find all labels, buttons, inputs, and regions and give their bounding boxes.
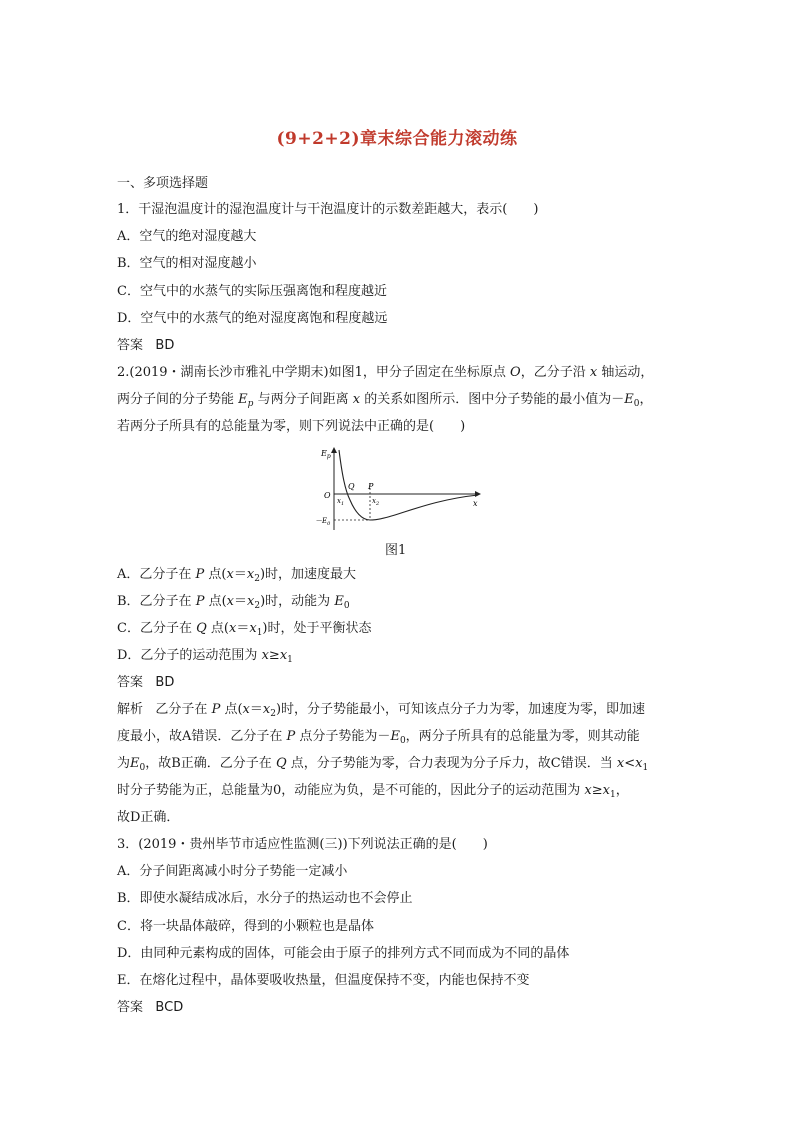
analysis-label: 解析 — [117, 702, 144, 717]
x2-label: $x_2$ — [372, 497, 380, 507]
answer-label: 答案 — [117, 1000, 144, 1015]
q1-option-d: D．空气中的水蒸气的绝对湿度离饱和程度越远 — [117, 311, 388, 326]
q2-analysis-line-2: 度最小，故A错误．乙分子在 P 点分子势能为$-E_0$，两分子所具有的总能量为零，则其动能 — [117, 729, 640, 746]
page-title: (9+2+2)章末综合能力滚动练 — [276, 129, 518, 149]
q2-stem-line-2: 两分子间的分子势能 $E_p$ 与两分子间距离 x 的关系如图所示．图中分子势能的最小值为$-E_0$， — [117, 392, 653, 409]
q1-answer: BD — [155, 338, 175, 353]
q2-analysis-line-3: 为$E_0$，故B正确．乙分子在 Q 点，分子势能为零，合力表现为分子斥力，故C错误．当 $x<x_1$ — [117, 756, 649, 773]
q3-answer: BCD — [155, 1000, 184, 1015]
neg-e0-label: $-E_0$ — [315, 517, 331, 527]
x-axis-label: x — [473, 499, 478, 508]
figure-caption: 图1 — [385, 543, 407, 558]
q2-stem-line-3: 若两分子所具有的总能量为零，则下列说法中正确的是( ) — [117, 419, 466, 434]
q2-option-c: C．乙分子在 Q 点$(x=x_1)$时，处于平衡状态 — [117, 621, 372, 638]
q3-option-a: A．分子间距离减小时分子势能一定减小 — [117, 864, 348, 879]
q1-option-a: A．空气的绝对湿度越大 — [117, 229, 257, 244]
q2-answer-line — [117, 674, 174, 692]
answer-label: 答案 — [117, 338, 144, 353]
q3-stem: 3．(2019・贵州毕节市适应性监测(三))下列说法正确的是( ) — [117, 837, 488, 852]
q2-answer: BD — [155, 675, 175, 690]
ep-label: $E_p$ — [321, 449, 331, 460]
q1-answer-line — [117, 337, 174, 355]
q2-analysis-line-4: 时分子势能为正，总能量为0，动能应为负，是不可能的，因此分子的运动范围为 $x\ge x_1$， — [117, 783, 629, 800]
answer-label: 答案 — [117, 675, 144, 690]
q3-option-e: E．在熔化过程中，晶体要吸收热量，但温度保持不变，内能也保持不变 — [117, 973, 530, 988]
section-heading: 一、多项选择题 — [117, 176, 209, 191]
q-point-label: Q — [348, 482, 355, 491]
q1-stem: 1．干湿泡温度计的湿泡温度计与干泡温度计的示数差距越大，表示( ) — [117, 202, 539, 217]
q3-answer-line — [117, 999, 183, 1017]
q3-option-c: C．将一块晶体敲碎，得到的小颗粒也是晶体 — [117, 919, 374, 934]
q1-option-c: C．空气中的水蒸气的实际压强离饱和程度越近 — [117, 284, 387, 299]
q2-option-a: A．乙分子在 P 点$(x=x_2)$时，加速度最大 — [117, 567, 357, 584]
q2-option-b: B．乙分子在 P 点$(x=x_2)$时，动能为 $E_0$ — [117, 594, 350, 611]
potential-energy-figure — [312, 444, 488, 532]
potential-curve — [339, 450, 478, 520]
q2-stem-line-1: 2.(2019・湖南长沙市雅礼中学期末)如图1，甲分子固定在坐标原点 O，乙分子沿 x 轴运动， — [117, 365, 654, 380]
x1-label: $x_1$ — [337, 497, 345, 507]
origin-label: O — [324, 491, 331, 500]
q2-analysis-line-1: 解析 乙分子在 P 点$(x=x_2)$时，分子势能最小，可知该点分子力为零，加速度为零，即加速 — [117, 702, 646, 719]
q3-option-d: D．由同种元素构成的固体，可能会由于原子的排列方式不同而成为不同的晶体 — [117, 946, 570, 961]
q2-option-d: D．乙分子的运动范围为 $x\ge x_1$ — [117, 648, 293, 665]
p-point-label: P — [368, 482, 374, 491]
q2-analysis-line-5: 故D正确． — [117, 810, 180, 825]
q1-option-b: B．空气的相对湿度越小 — [117, 256, 257, 271]
q3-option-b: B．即使水凝结成冰后，水分子的热运动也不会停止 — [117, 891, 413, 906]
